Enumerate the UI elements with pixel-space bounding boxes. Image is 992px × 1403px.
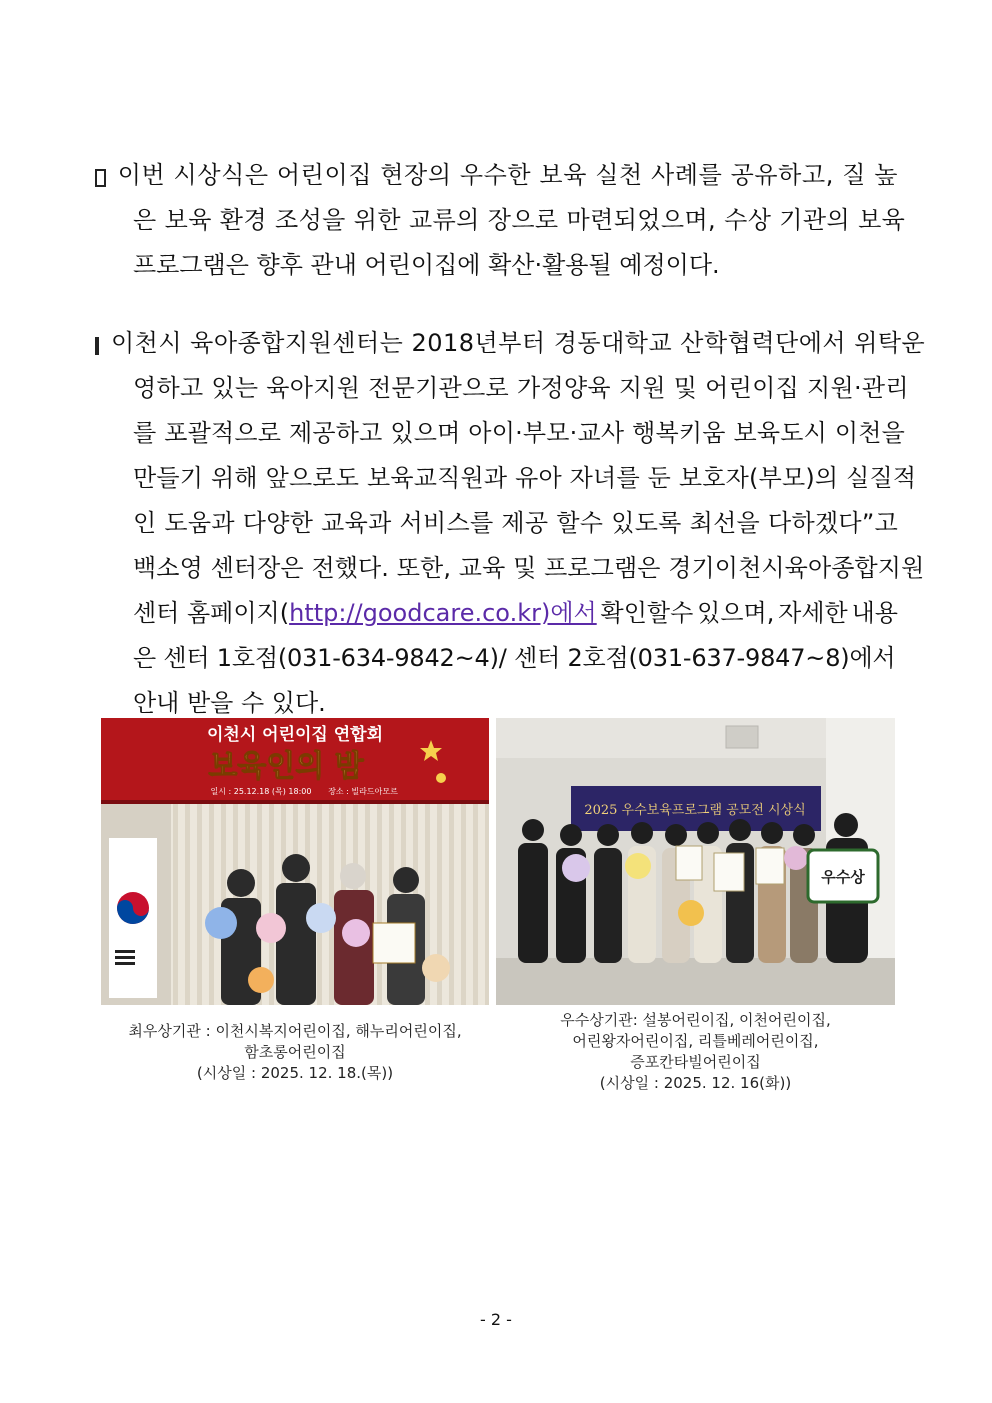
word: 있으며, — [697, 599, 775, 627]
award-photo-excellence — [496, 718, 895, 1005]
line-text: 를 포괄적으로 제공하고 있으며 아이·부모·교사 행복키움 보육도시 이천을 — [133, 419, 905, 447]
banner-date-text: 일시 : 25.12.18 (목) 18:00 — [210, 787, 312, 796]
line-text: 백소영 센터장은 전했다. 또한, 교육 및 프로그램은 경기이천시육아종합지원 — [133, 554, 925, 582]
photo-scene-2 — [496, 718, 895, 1005]
caption-line: 우수상기관: 설봉어린이집, 이천어린이집, — [560, 1011, 831, 1029]
checkbox-bullet-icon — [95, 337, 99, 355]
line-text: 영하고 있는 육아지원 전문기관으로 가정양육 지원 및 어린이집 지원·관리 — [133, 374, 909, 402]
word: 자세한 — [778, 599, 848, 627]
caption-grand-prize — [101, 1021, 489, 1084]
line-text: 은 보육 환경 조성을 위한 교류의 장으로 마련되었으며, 수상 기관의 보육 — [133, 206, 906, 234]
caption-line: 함초롱어린이집 — [244, 1043, 346, 1061]
caption-excellence — [496, 1010, 895, 1094]
word: 내용 — [851, 599, 898, 627]
award-sign-text: 우수상 — [821, 868, 865, 886]
paragraph-line — [95, 153, 898, 198]
paragraph-line — [95, 321, 926, 366]
page-number: - 2 - — [480, 1310, 512, 1329]
paragraph-line — [95, 456, 917, 501]
caption-line: (시상일 : 2025. 12. 16(화)) — [599, 1074, 792, 1092]
paragraph-line — [95, 501, 898, 546]
caption-line: 최우상기관 : 이천시복지어린이집, 해누리어린이집, — [128, 1022, 462, 1040]
paragraph-line — [95, 411, 905, 456]
line-text: 인 도움과 다양한 교육과 서비스를 제공 할수 있도록 최선을 다하겠다”고 — [133, 509, 899, 537]
banner-place-text: 장소 : 빌라드아모르 — [328, 787, 398, 796]
caption-line: (시상일 : 2025. 12. 18.(목)) — [196, 1064, 394, 1082]
checkbox-bullet-icon — [95, 169, 106, 187]
paragraph-line — [95, 198, 906, 243]
paragraph-line — [95, 591, 898, 636]
paragraph-line — [95, 546, 925, 591]
word: 확인할수 — [600, 599, 694, 627]
line-text — [133, 591, 597, 636]
banner-text: 2025 우수보육프로그램 공모전 시상식 — [584, 803, 806, 818]
banner-main-text: 보육인의 밤 — [208, 749, 364, 784]
line-text: 만들기 위해 앞으로도 보육교직원과 유아 자녀를 둔 보호자(부모)의 실질적 — [133, 464, 917, 492]
link-prefix: 센터 홈페이지( — [133, 599, 290, 627]
award-photo-grand-prize — [101, 718, 489, 1005]
paragraph-center-info — [95, 321, 926, 726]
caption-line: 증포칸타빌어린이집 — [630, 1053, 761, 1071]
homepage-link[interactable]: http://goodcare.co.kr)에서 — [289, 599, 597, 627]
line-text: 이번 시상식은 어린이집 현장의 우수한 보육 실천 사례를 공유하고, 질 높 — [117, 161, 898, 189]
banner-top-text: 이천시 어린이집 연합회 — [206, 725, 384, 745]
paragraph-line — [95, 636, 898, 681]
line-text: 은 센터 1호점(031-634-9842~4)/ 센터 2호점(031-637-9847~8)에서 — [133, 644, 896, 672]
paragraph-line — [95, 243, 898, 288]
line-text: 프로그램은 향후 관내 어린이집에 확산·활용될 예정이다. — [133, 251, 720, 279]
paragraph-line — [95, 366, 909, 411]
caption-line: 어린왕자어린이집, 리틀베레어린이집, — [572, 1032, 819, 1050]
photo-scene-1 — [101, 718, 489, 1005]
paragraph-award-ceremony — [95, 153, 906, 288]
line-text: 이천시 육아종합지원센터는 2018년부터 경동대학교 산학협력단에서 위탁운 — [111, 329, 926, 357]
line-text: 안내 받을 수 있다. — [133, 689, 326, 717]
